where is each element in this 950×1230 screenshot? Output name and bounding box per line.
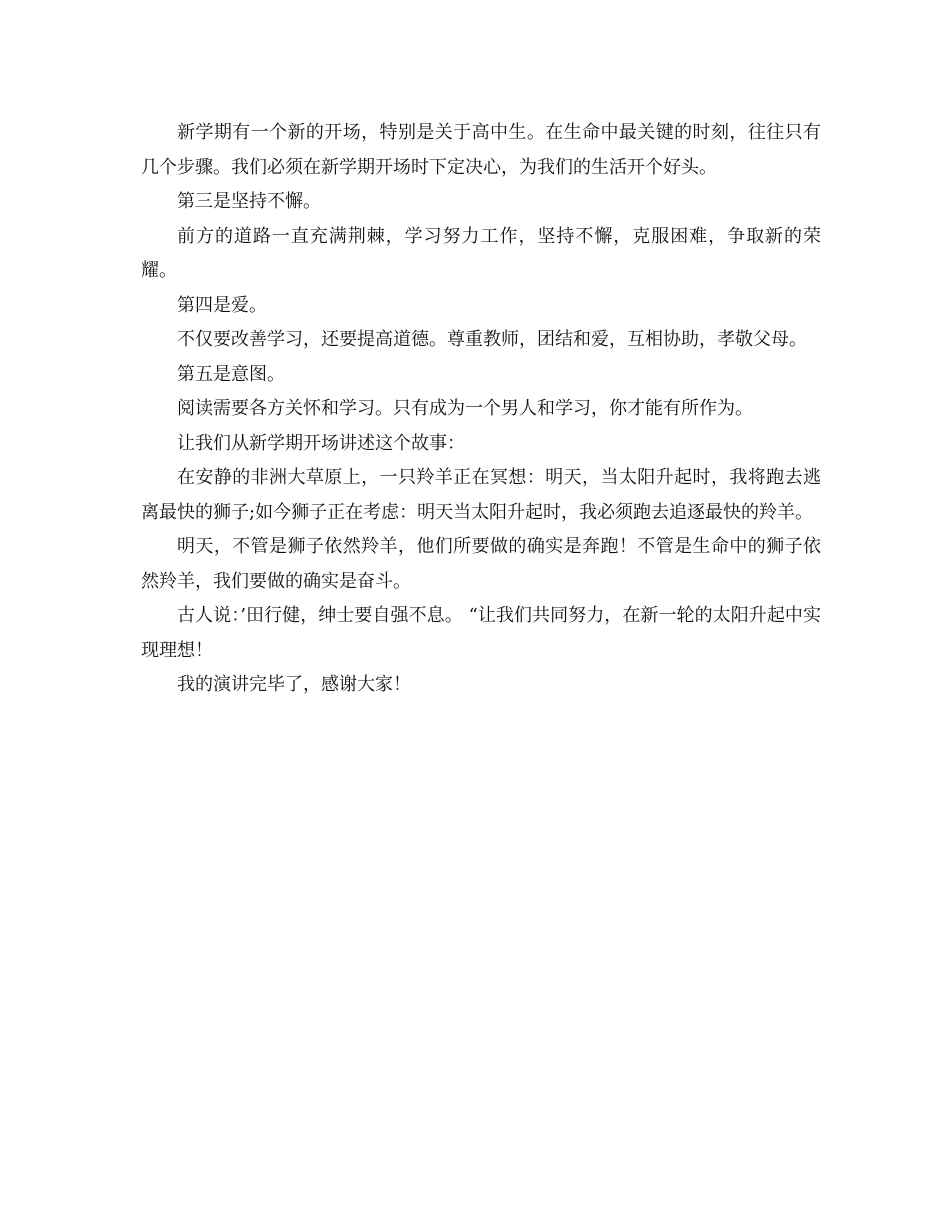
paragraph-7: 阅读需要各方关怀和学习。只有成为一个男人和学习，你才能有所作为。 <box>177 398 753 419</box>
paragraph-4: 第四是爱。 <box>177 294 267 316</box>
paragraph-1: 新学期有一个新的开场，特别是关于高中生。在生命中最关键的时刻，往往只有几个步骤。我们必须在新学期开场时下定决心，为我们的生活开个好头。 <box>141 122 821 178</box>
paragraph-5: 不仅要改善学习，还要提高道德。尊重教师，团结和爱，互相协助，孝敬父母。 <box>177 329 807 350</box>
paragraph-2: 第三是坚持不懈。 <box>177 191 321 212</box>
document-body <box>141 116 821 703</box>
paragraph-9: 在安静的非洲大草原上，一只羚羊正在冥想：明天，当太阳升起时，我将跑去逃离最快的狮子;如今狮子正在考虑：明天当太阳升起时，我必须跑去追逐最快的羚羊。 <box>141 467 821 523</box>
paragraph-12: 我的演讲完毕了，感谢大家！ <box>177 674 411 695</box>
paragraph-8: 让我们从新学期开场讲述这个故事： <box>177 432 465 454</box>
paragraph-3: 前方的道路一直充满荆棘，学习努力工作，坚持不懈，克服困难，争取新的荣耀。 <box>141 225 821 281</box>
paragraph-6: 第五是意图。 <box>177 363 285 385</box>
paragraph-11: 古人说：’田行健，绅士要自强不息。 “让我们共同努力，在新一轮的太阳升起中实现理想！ <box>141 605 821 661</box>
paragraph-10: 明天，不管是狮子依然羚羊，他们所要做的确实是奔跑！不管是生命中的狮子依然羚羊，我们要做的确实是奋斗。 <box>141 536 821 592</box>
